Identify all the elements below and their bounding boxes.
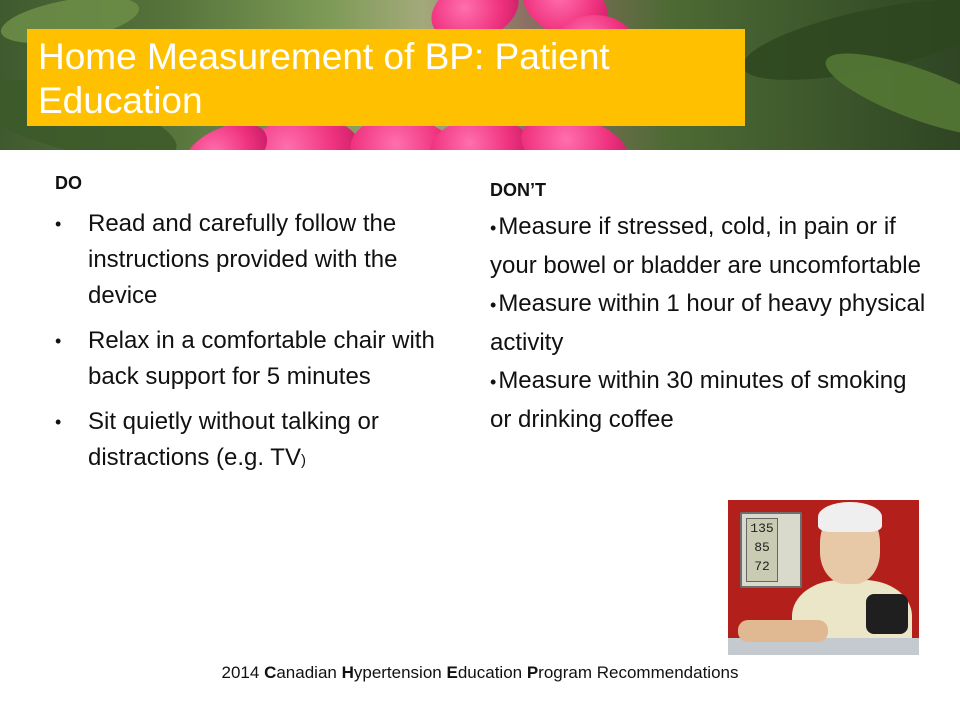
person-hair bbox=[818, 502, 882, 532]
bullet-icon: • bbox=[55, 412, 62, 432]
footer-initial: H bbox=[341, 663, 354, 682]
do-item-text: Sit quietly without talking or distractions (e.g. TV bbox=[88, 408, 379, 471]
footer-initial: P bbox=[526, 663, 539, 682]
do-heading: DO bbox=[55, 173, 82, 193]
dont-heading: DON’T bbox=[490, 180, 546, 200]
bp-monitor bbox=[740, 512, 802, 588]
do-item-text: Read and carefully follow the instructions provided with the device bbox=[88, 210, 398, 309]
do-item bbox=[55, 404, 435, 479]
footer-text: ducation bbox=[457, 663, 527, 682]
footer-initial: E bbox=[446, 663, 458, 682]
footer-year: 2014 bbox=[221, 663, 265, 682]
bp-monitor-display bbox=[746, 518, 778, 582]
bullet-icon: • bbox=[490, 372, 497, 392]
bullet-icon: • bbox=[55, 214, 62, 234]
diastolic-reading: 85 bbox=[754, 540, 770, 555]
person-arm bbox=[738, 620, 828, 642]
bp-illustration bbox=[728, 500, 919, 655]
dont-item bbox=[490, 208, 930, 285]
slide-title: Home Measurement of BP: Patient Education bbox=[38, 36, 610, 121]
do-item bbox=[55, 206, 435, 314]
footer-initial: C bbox=[264, 663, 277, 682]
title-box bbox=[27, 29, 745, 126]
footer-text: anadian bbox=[276, 663, 342, 682]
bullet-icon: • bbox=[55, 331, 62, 351]
bp-cuff bbox=[866, 594, 908, 634]
dont-item-text: Measure within 30 minutes of smoking or drinking coffee bbox=[490, 367, 907, 433]
dont-list bbox=[490, 208, 930, 439]
do-item bbox=[55, 323, 435, 395]
footer-text: ypertension bbox=[353, 663, 447, 682]
do-item-paren: ) bbox=[300, 452, 306, 469]
footer-citation bbox=[0, 663, 960, 683]
bullet-icon: • bbox=[490, 295, 497, 315]
do-item-text: Relax in a comfortable chair with back support for 5 minutes bbox=[88, 327, 435, 390]
dont-item bbox=[490, 362, 930, 439]
do-list bbox=[55, 206, 435, 488]
bullet-icon: • bbox=[490, 218, 497, 238]
pulse-reading: 72 bbox=[754, 559, 770, 574]
dont-item bbox=[490, 285, 930, 362]
dont-item-text: Measure if stressed, cold, in pain or if your bowel or bladder are uncomfortable bbox=[490, 213, 921, 279]
footer-text: rogram Recommendations bbox=[538, 663, 739, 682]
systolic-reading: 135 bbox=[750, 521, 774, 536]
dont-item-text: Measure within 1 hour of heavy physical activity bbox=[490, 290, 926, 356]
